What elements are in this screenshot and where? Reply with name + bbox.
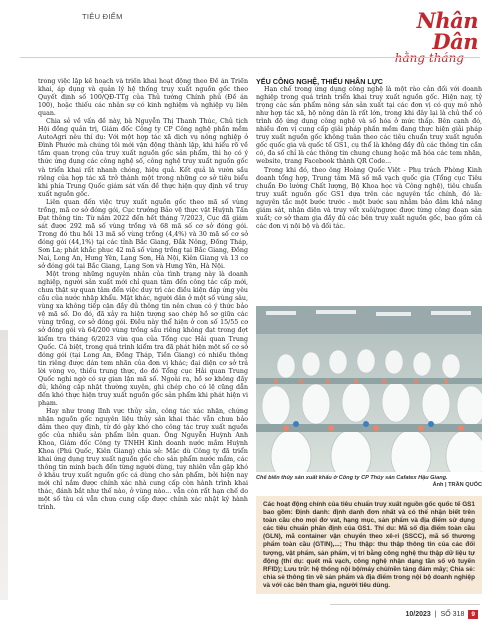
footer-separator: |: [434, 611, 437, 618]
footer-divider: [330, 604, 480, 605]
paragraph: Hay như trong lĩnh vực thủy sản, công tác xác nhận, chứng nhận nguồn gốc nguyên liệu thủy sản khai thác vẫn chưa bảo đảm theo quy định, từ đó gây khó cho công tác truy xuất nguồn gốc của nhiều sản phẩm liên quan. Ông Nguyễn Huỳnh Anh Khoa, Giám đốc Công ty TNHH Kinh doanh nước mắm Huỳnh Khoa (Phú Quốc, Kiên Giang) chia sẻ: Mặc dù Công ty đã triển khai ứng dụng truy xuất nguồn gốc cho sản phẩm nước mắm, các thông tin minh bạch đến từng người dùng, tuy nhiên vẫn gặp khó ở khâu truy xuất nguồn gốc cá dùng cho sản phẩm, bởi hiện nay mới chỉ nắm được chính xác nhà cung cấp còn hành trình khai thác, đánh bắt như thế nào, ở vùng nào... vẫn còn rất hạn chế do một số tàu cá vẫn chưa cung cấp được chính xác nhật ký hành trình.: [38, 407, 248, 512]
section-heading: YẾU CÔNG NGHỆ, THIẾU NHÂN LỰC: [256, 77, 383, 86]
decorative-side-band: [0, 330, 8, 600]
paragraph: Liên quan đến việc truy xuất nguồn gốc theo mã số vùng trồng, mã cơ sở đóng gói, Cục trưởng Bảo vệ thực vật Huỳnh Tấn Đạt thông tin: Từ năm 2022 đến hết tháng 7/2023, Cục đã giám sát được 292 mã số vùng trồng và 68 mã số cơ sở đóng gói. Trong đó thu hồi 13 mã số vùng trồng (4,4%) và 30 mã số cơ sở đóng gói (44,1%) tại các tỉnh Bắc Giang, Đắk Nông, Đồng Tháp, Sơn La; phát khắc phục 42 mã số vùng trồng tại Bắc Giang, Đồng Nai, Long An, Hưng Yên, Lạng Sơn, Hà Nội, Kiên Giang và 13 cơ sở đóng gói tại Bắc Giang, Lạng Sơn và Hưng Yên, Hà Nội.: [38, 198, 248, 271]
paragraph: Trong khi đó, theo ông Hoàng Quốc Việt - Phụ trách Phòng Kinh doanh tổng hợp, Trung tâm Mã số mã vạch quốc gia (Tổng cục Tiêu chuẩn Đo lường Chất lượng, Bộ Khoa học và Công nghệ), tiêu chuẩn truy xuất nguồn gốc GS1 dựa trên các nguyên tắc chính, đó là: nguyên tắc một bước trước - một bước sau nhằm bảo đảm khả năng giám sát, nhận diện và truy vết xuôi/ngược được từng công đoạn sản xuất; cơ sở tham gia đầy đủ các bên truy xuất nguồn gốc, bao gồm cả các đơn vị nội bộ và đối tác.: [256, 166, 482, 230]
newspaper-logo: [386, 8, 478, 65]
section-label: TIÊU ĐIỂM: [82, 12, 123, 21]
paragraph: Chia sẻ về vấn đề này, bà Nguyễn Thị Thanh Thúc, Chủ tịch Hội đồng quản trị, Giám đốc Công ty CP Công nghệ phần mềm AutoAgri nêu thí dụ: Với một hợp tác xã dịch vụ nông nghiệp ở Đình Phước mà chúng tôi mới vận động thành lập, khi hiểu rõ về tầm quan trọng của truy xuất nguồn gốc sản phẩm, thì họ có ý thức ứng dụng các công nghệ số, công nghệ truy xuất nguồn gốc và triển khai rất nhanh chóng, hiệu quả. Kết quả là vườn sầu riêng của hợp tác xã trở thành một trong những cơ sở tiêu biểu khi phía Trung Quốc giám sát vấn đề thực hiện quy định về truy xuất nguồn gốc.: [38, 118, 248, 198]
header-divider: [20, 57, 480, 58]
page-number: 9: [468, 610, 478, 619]
factory-workers-illustration: [256, 306, 482, 472]
paragraph: Hạn chế trong ứng dụng công nghệ là một rào cản đối với doanh nghiệp trong quá trình triển khai truy xuất nguồn gốc. Hiện nay, tỷ trọng các sản phẩm nông sản sản xuất tại các đơn vị có quy mô nhỏ như hợp tác xã, hộ nông dân là rất lớn, trong khi đây lại là chủ thể có trình độ ứng dụng công nghệ và số hóa ở mức thấp. Bên cạnh đó, nhiều đơn vị cung cấp giải pháp phần mềm đang thực hiện giải pháp truy xuất nguồn gốc không tuân theo các tiêu chuẩn truy xuất nguồn gốc quốc gia và quốc tế GS1, cụ thể là không đầy đủ các thông tin cần có, đa số chỉ là các thông tin chung chung hoặc mã hóa các tem nhãn, website, trang Facebook thành QR Code...: [256, 86, 482, 166]
article-left-column: [38, 78, 248, 593]
page-footer: [405, 610, 478, 619]
paragraph: trong việc lập kế hoạch và triển khai hoạt động theo Đề án Triển khai, áp dụng và quản lý hệ thống truy xuất nguồn gốc theo Quyết định số 100/QĐ-TTg của Thủ tướng Chính phủ (Đề án 100), hoặc thiếu các nhân sự có kinh nghiệm và nghiệp vụ liên quan.: [38, 78, 248, 118]
page-header: [0, 0, 500, 65]
paragraph: Một trong những nguyên nhân của tình trạng này là doanh nghiệp, người sản xuất mới chỉ quan tâm đến công tác cấp mới, chưa thật sự quan tâm đến việc duy trì các điều kiện đáp ứng yêu cầu của nước nhập khẩu. Mặt khác, người dân ở một số vùng sâu, vùng xa không tiếp cận đầy đủ thông tin nên chưa có ý thức bảo vệ mã số. Do đó, đã xảy ra hiện tượng sao chép hồ sơ giữa các vùng trồng, cơ sở đóng gói. Điều này thể hiện ở con số 15/55 cơ sở đóng gói và 64/200 vùng trồng sầu riêng không đạt trong đợt kiểm tra tháng 6/2023 vừa qua của Tổng cục Hải quan Trung Quốc. Cá biệt, trong quá trình kiểm tra đã phát hiện một số cơ sở đóng gói (tại Long An, Đồng Tháp, Tiền Giang) có nhiều thông tin riêng được dán tem nhãn của đơn vị khác; đại diện cơ sở trả lời vòng vo, thiếu trung thực, do đó Tổng cục Hải quan Trung Quốc nghi ngờ có sự gian lận mã số. Ngoài ra, hồ sơ không đầy đủ, không cập nhật thường xuyên, ghi chép cho có lệ cũng dẫn đến khó thực hiện truy xuất nguồn gốc sản phẩm khi phát hiện vi phạm.: [38, 271, 248, 407]
article-photo: [256, 306, 482, 472]
info-box-text: Các hoạt động chính của tiêu chuẩn truy xuất nguồn gốc quốc tế GS1 bao gồm: Định danh: định danh đơn nhất và có thể nhận biết trên toàn cầu cho mọi đơ vat, hạng mục, sản phẩm và địa điểm sử dụng các tiêu chuẩn phân định của GS1. Thí du: Mã số địa điểm toàn cầu (GLN), mã container vận chuyển theo xê-ri (SSCC), mã số thương phẩm toàn cầu (GTIN),...; Thu thập: thu thập thông tin của các đối tượng, vật phẩm, sản phẩm, vị trí bằng công nghệ thu thập dữ liệu tự động (thí dụ: quét mã vạch, công nghệ nhận dạng tần số vô tuyến RFID); Lưu trữ: hệ thống nội bộ/máy chủ/nền tảng đám mây; Chia sẻ: chia sẻ thông tin về sản phẩm và địa điểm trong nội bộ doanh nghiệp và với các bên tham gia, người tiêu dùng.: [263, 501, 475, 589]
issue-date: 10/2023: [405, 611, 431, 618]
logo-main-text: Nhân Dân: [416, 8, 478, 54]
caption-text: Chế biến thủy sản xuất khẩu ở Công ty CP Thủy sản Cafatex Hậu Giang.: [256, 475, 448, 481]
logo-sub-text: hằng tháng: [394, 51, 464, 65]
article-right-column: [256, 78, 482, 231]
photo-credit: Ảnh | TRẦN QUỐC: [432, 482, 482, 488]
info-box: [256, 496, 482, 594]
issue-number: SỐ 318: [440, 611, 465, 618]
photo-caption: [256, 475, 482, 489]
